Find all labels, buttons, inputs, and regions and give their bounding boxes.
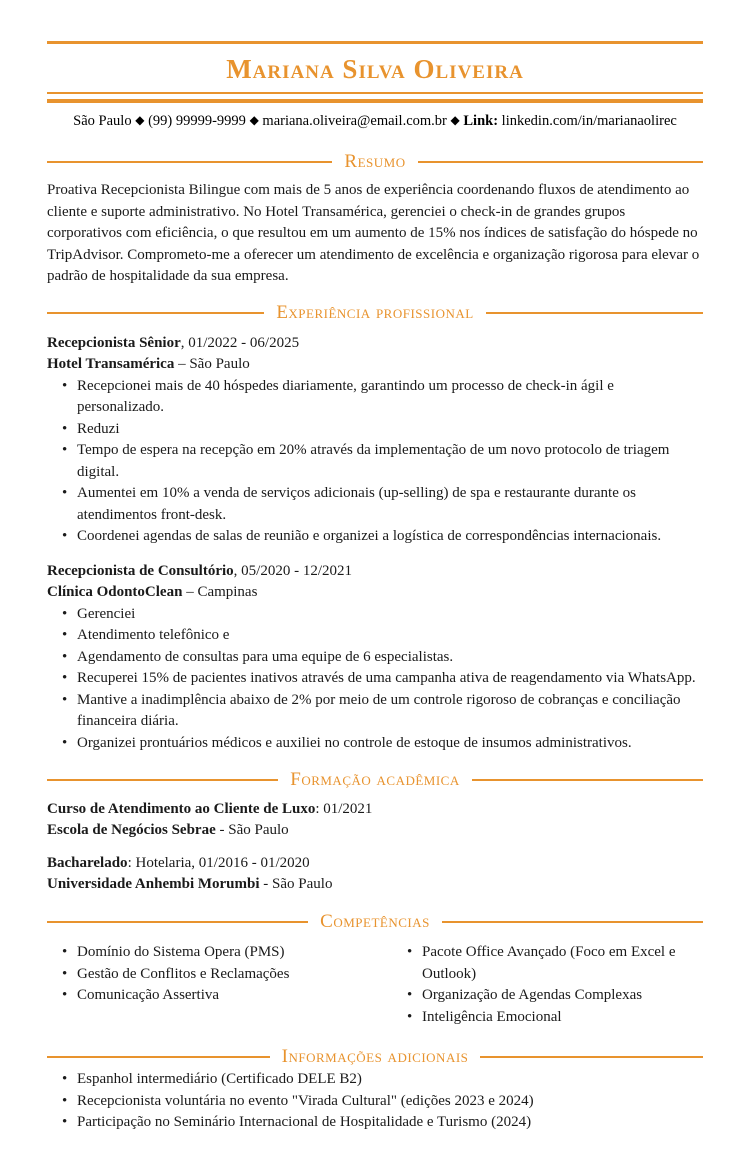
job-company-line [47,582,703,603]
job-role: Recepcionista Sênior [47,334,181,351]
job-bullet: • Tempo de espera na recepção em 20% através da implementação de um novo protocolo de triagem digital. [62,440,703,483]
summary-paragraph: Proativa Recepcionista Bilingue com mais de 5 anos de experiência coordenando fluxos de atendimento ao cliente e suporte administrativo. No Hotel Transamérica, gerenciei o check-in de grandes grupos corporativos com eficiência, o que resultou em um aumento de 15% nos índices de satisfação do hóspede no TripAdvisor. Comprometo-me a oferecer um atendimento de excelência e organização rigorosa para elevar o padrão de hospitalidade da sua empresa. [47,182,700,284]
job-entry [47,561,703,755]
contact-link-label: Link: [463,113,499,129]
heading-rule-left [47,779,278,781]
job-bullet: • Aumentei em 10% a venda de serviços adicionais (up-selling) de spa e restaurante durante os atendimentos front-desk. [62,483,703,526]
skills-column-left [62,942,358,1028]
education-degree: Curso de Atendimento ao Cliente de Luxo [47,801,316,817]
education-degree-line [47,799,703,820]
job-dates: , 01/2022 - 06/2025 [180,334,300,351]
job-bullet: • Gerenciei [62,604,703,626]
diamond-separator-icon: ◆ [450,113,460,127]
contact-line [47,113,703,130]
education-location: - São Paulo [259,876,333,892]
job-company: Hotel Transamérica [47,355,175,372]
contact-location: São Paulo [73,113,132,129]
section-heading-competencias [47,911,703,933]
job-dates: , 05/2020 - 12/2021 [233,562,353,579]
section-heading-resumo [47,151,703,173]
job-bullet: • Atendimento telefônico e [62,625,703,647]
diamond-separator-icon: ◆ [135,113,145,127]
education-entry [47,799,703,841]
job-bullet: • Organizei prontuários médicos e auxiliei no controle de estoque de insumos administrativos. [62,733,703,755]
candidate-name: Mariana Silva Oliveira [226,54,524,84]
heading-rule-right [418,161,703,163]
heading-rule-left [47,161,332,163]
skill-item: • Organização de Agendas Complexas [407,985,703,1007]
education-detail: : 01/2021 [315,801,373,817]
additional-info-item: • Espanhol intermediário (Certificado DELE B2) [62,1069,703,1091]
education-location: - São Paulo [215,822,289,838]
contact-phone: (99) 99999-9999 [148,113,246,129]
heading-rule-left [47,921,308,923]
section-title-formacao: Formação acadêmica [290,769,460,790]
education-list [47,799,703,895]
heading-rule-right [442,921,703,923]
header-rule-thin [47,92,703,94]
job-bullet-list [62,376,703,548]
additional-info-list [62,1069,703,1134]
job-bullet: • Reduzi [62,419,703,441]
education-school-line [47,820,703,841]
job-bullet: • Recuperei 15% de pacientes inativos através de uma campanha ativa de reagendamento via WhatsApp. [62,668,703,690]
job-company-line [47,354,703,375]
education-degree-line [47,853,703,874]
section-title-resumo: Resumo [344,151,406,172]
job-company: Clínica OdontoClean [47,583,183,600]
section-title-competencias: Competências [320,911,430,932]
education-detail: : Hotelaria, 01/2016 - 01/2020 [127,855,310,871]
heading-rule-right [486,312,703,314]
skills-column-right [407,942,703,1028]
additional-info-item: • Recepcionista voluntária no evento "Virada Cultural" (edições 2023 e 2024) [62,1091,703,1113]
heading-rule-right [472,779,703,781]
contact-email: mariana.oliveira@email.com.br [262,113,447,129]
education-school: Escola de Negócios Sebrae [47,822,216,838]
section-heading-formacao [47,769,703,791]
diamond-separator-icon: ◆ [249,113,259,127]
job-entry [47,333,703,548]
job-bullet: • Recepcionei mais de 40 hóspedes diariamente, garantindo um processo de check-in ágil e personalizado. [62,376,703,419]
education-entry [47,853,703,895]
education-school-line [47,874,703,895]
job-title-line [47,333,703,354]
education-school: Universidade Anhembi Morumbi [47,876,260,892]
header-rule-thick [47,99,703,103]
job-role: Recepcionista de Consultório [47,562,234,579]
section-title-adicionais: Informações adicionais [281,1046,469,1067]
education-degree: Bacharelado [47,855,128,871]
section-title-experiencia: Experiência profissional [276,301,474,323]
header-top-rule [47,41,703,44]
contact-link-url: linkedin.com/in/marianaolirec [501,113,677,129]
skill-item: • Inteligência Emocional [407,1007,703,1029]
skills-columns [47,941,703,1028]
job-bullet: • Agendamento de consultas para uma equipe de 6 especialistas. [62,647,703,669]
heading-rule-left [47,312,264,314]
section-heading-adicionais [47,1046,703,1068]
job-bullet: • Mantive a inadimplência abaixo de 2% por meio de um controle rigoroso de cobranças e conciliação financeira diária. [62,690,703,733]
heading-rule-right [480,1056,703,1058]
heading-rule-left [47,1056,270,1058]
job-bullet: • Coordenei agendas de salas de reunião e organizei a logística de correspondências internacionais. [62,526,703,548]
additional-info-item: • Participação no Seminário Internacional de Hospitalidade e Turismo (2024) [62,1112,703,1134]
skill-item: • Pacote Office Avançado (Foco em Excel e Outlook) [407,942,703,985]
section-heading-experiencia [47,302,703,324]
job-location: – Campinas [182,583,258,600]
job-title-line [47,561,703,582]
skill-item: • Gestão de Conflitos e Reclamações [62,964,358,986]
job-bullet-list [62,604,703,755]
skill-item: • Comunicação Assertiva [62,985,358,1007]
job-location: – São Paulo [174,355,250,372]
skill-item: • Domínio do Sistema Opera (PMS) [62,942,358,964]
